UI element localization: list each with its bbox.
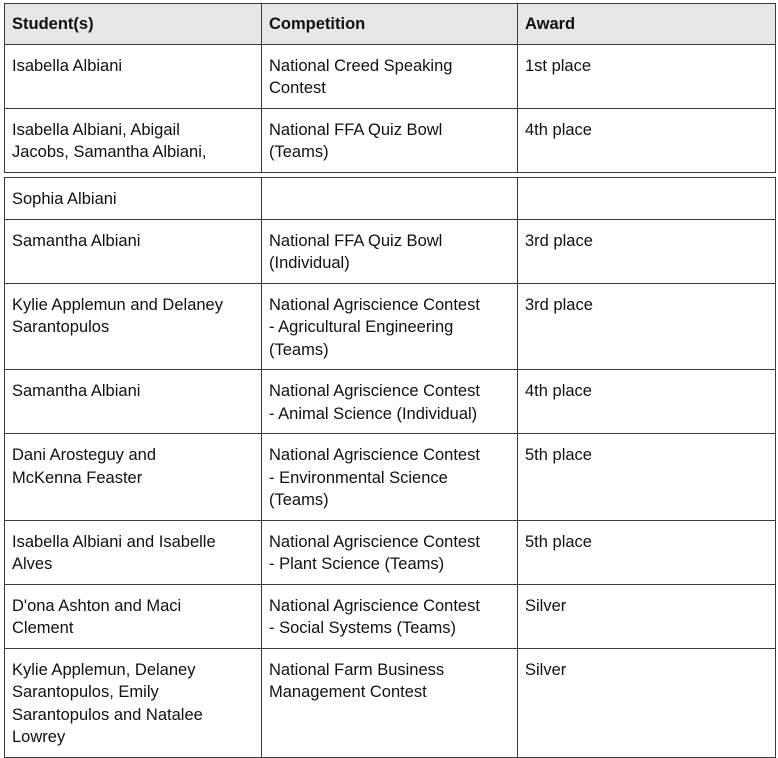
competition-cell: National Agriscience Contest - Environmental Science (Teams) <box>262 434 518 521</box>
students-cell: Kylie Applemun and Delaney Sarantopulos <box>5 283 262 370</box>
table-row <box>5 434 776 521</box>
competition-cell: National Agriscience Contest - Plant Science (Teams) <box>262 520 518 584</box>
students-cell: Samantha Albiani <box>5 370 262 434</box>
award-cell: 1st place <box>518 44 776 108</box>
students-cell: Isabella Albiani <box>5 44 262 108</box>
award-cell <box>518 178 776 220</box>
award-cell: 5th place <box>518 434 776 521</box>
table-row <box>5 584 776 648</box>
table-row <box>5 44 776 108</box>
competition-cell: National Agriscience Contest - Social Systems (Teams) <box>262 584 518 648</box>
awards-table-top <box>4 3 776 173</box>
students-cell: Kylie Applemun, Delaney Sarantopulos, Emily Sarantopulos and Natalee Lowrey <box>5 648 262 757</box>
competition-cell: National Farm Business Management Contest <box>262 648 518 757</box>
table-row <box>5 520 776 584</box>
table-row <box>5 648 776 757</box>
award-cell: 4th place <box>518 370 776 434</box>
competition-cell: National FFA Quiz Bowl (Teams) <box>262 108 518 172</box>
students-cell: Sophia Albiani <box>5 178 262 220</box>
students-cell: Dani Arosteguy and McKenna Feaster <box>5 434 262 521</box>
award-cell: 3rd place <box>518 283 776 370</box>
award-cell: 5th place <box>518 520 776 584</box>
students-cell: Isabella Albiani and Isabelle Alves <box>5 520 262 584</box>
award-cell: 4th place <box>518 108 776 172</box>
competition-cell <box>262 178 518 220</box>
award-cell: Silver <box>518 648 776 757</box>
table-row <box>5 178 776 220</box>
students-cell: D'ona Ashton and Maci Clement <box>5 584 262 648</box>
competition-cell: National Agriscience Contest - Animal Science (Individual) <box>262 370 518 434</box>
competition-cell: National Creed Speaking Contest <box>262 44 518 108</box>
table-row <box>5 283 776 370</box>
table-row <box>5 219 776 283</box>
header-competition: Competition <box>262 4 518 45</box>
award-cell: Silver <box>518 584 776 648</box>
students-cell: Samantha Albiani <box>5 219 262 283</box>
table-row <box>5 370 776 434</box>
header-award: Award <box>518 4 776 45</box>
students-cell: Isabella Albiani, Abigail Jacobs, Samantha Albiani, <box>5 108 262 172</box>
award-cell: 3rd place <box>518 219 776 283</box>
header-row <box>5 4 776 45</box>
awards-table-bottom <box>4 177 776 758</box>
table-row <box>5 108 776 172</box>
competition-cell: National Agriscience Contest - Agricultural Engineering (Teams) <box>262 283 518 370</box>
competition-cell: National FFA Quiz Bowl (Individual) <box>262 219 518 283</box>
header-students: Student(s) <box>5 4 262 45</box>
